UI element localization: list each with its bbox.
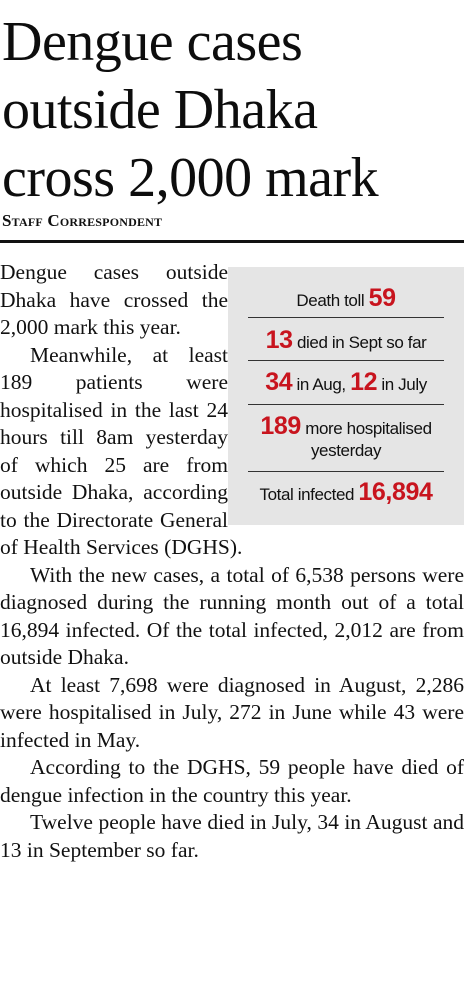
hospitalised-label-2: yesterday xyxy=(310,441,382,460)
article-paragraph-5: According to the DGHS, 59 people have died of dengue infection in the country this year. xyxy=(0,755,464,807)
article-paragraph-1: Dengue cases outside Dhaka have crossed the 2,000 mark this year. xyxy=(0,260,228,339)
hospitalised-value: 189 xyxy=(260,412,301,440)
aug-july-deaths-row xyxy=(246,368,446,396)
article-paragraph-6: Twelve people have died in July, 34 in August and 13 in September so far. xyxy=(0,810,464,862)
death-toll-value: 59 xyxy=(368,284,396,312)
death-toll-label: Death toll xyxy=(296,291,365,310)
aug-deaths-label: in Aug, xyxy=(296,375,346,394)
article-paragraph-2: Meanwhile, at least 189 patients were hospitalised in the last 24 hours till 8am yesterday of which 25 are from outside Dhaka, according to the Directorate General of Health Services (DGHS). xyxy=(0,342,243,559)
article-paragraph-3: With the new cases, a total of 6,538 persons were diagnosed during the running month out of a total 16,894 infected. Of the total infected, 2,012 are from outside Dhaka. xyxy=(0,562,464,669)
byline-text: Staff Correspondent xyxy=(2,211,163,230)
total-infected-row xyxy=(246,478,446,506)
headline-line-1: Dengue cases xyxy=(2,11,303,73)
fact-divider xyxy=(248,360,444,361)
total-infected-value: 16,894 xyxy=(358,478,433,506)
july-deaths-label: in July xyxy=(381,375,427,394)
total-infected-label: Total infected xyxy=(259,485,355,504)
july-deaths-value: 12 xyxy=(350,368,378,396)
fact-divider xyxy=(248,317,444,318)
hospitalised-row xyxy=(246,412,446,462)
fact-divider xyxy=(248,404,444,405)
aug-deaths-value: 34 xyxy=(265,368,293,396)
headline-line-3: cross 2,000 mark xyxy=(2,147,379,209)
hospitalised-label-1: more hospitalised xyxy=(305,419,432,438)
sept-deaths-row xyxy=(246,326,446,354)
headline-line-2: outside Dhaka xyxy=(2,79,318,141)
sept-deaths-label: died in Sept so far xyxy=(296,333,427,352)
death-toll-row xyxy=(246,284,446,312)
fact-divider xyxy=(248,471,444,472)
article-paragraph-4: At least 7,698 were diagnosed in August, 2,286 were hospitalised in July, 272 in June while 43 were infected in May. xyxy=(0,672,464,752)
sept-deaths-value: 13 xyxy=(265,326,293,354)
header-spacer xyxy=(0,0,464,259)
fact-box xyxy=(228,267,464,525)
